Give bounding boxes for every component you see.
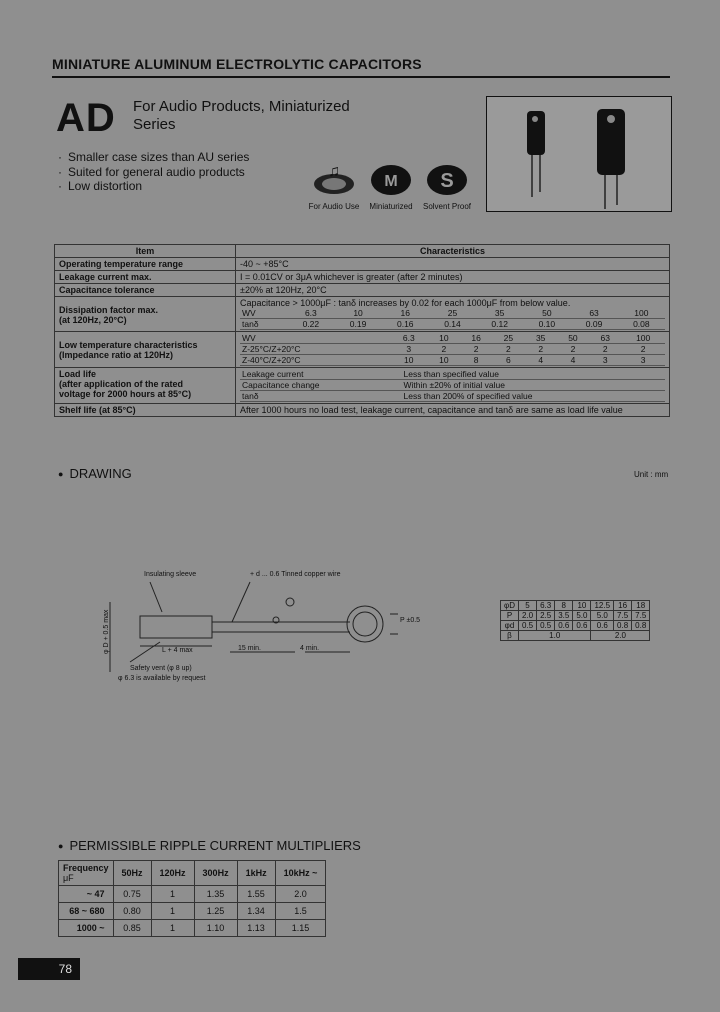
sub-cell: 2 xyxy=(492,344,524,355)
sub-cell: 0.14 xyxy=(429,319,476,330)
ripple-cell: 1.25 xyxy=(194,903,237,920)
ripple-cell: 1.13 xyxy=(237,920,275,937)
sub-cell: 100 xyxy=(621,333,665,344)
sub-cell: 0.19 xyxy=(334,319,381,330)
ripple-title: ● PERMISSIBLE RIPPLE CURRENT MULTIPLIERS xyxy=(58,838,361,853)
dims-cell: 0.5 xyxy=(518,621,536,631)
spec-value: I = 0.01CV or 3μA whichever is greater (after 2 minutes) xyxy=(236,271,670,284)
sub-cell: 16 xyxy=(460,333,492,344)
sub-label: Capacitance change xyxy=(240,380,401,391)
sub-cell: 2 xyxy=(621,344,665,355)
dims-cell: 2.0 xyxy=(518,611,536,621)
ripple-cell: 1 xyxy=(151,886,194,903)
sub-cell: 3 xyxy=(390,344,428,355)
sub-cell: Less than 200% of specified value xyxy=(401,391,665,402)
series-code: AD xyxy=(56,96,116,140)
sub-cell: 2 xyxy=(557,344,589,355)
sub-cell: 35 xyxy=(476,308,523,319)
ripple-cell: 1.15 xyxy=(275,920,326,937)
ripple-cell: 1.34 xyxy=(237,903,275,920)
min4-label: 4 min. xyxy=(300,645,320,652)
dims-cell: 0.6 xyxy=(591,621,614,631)
sub-cell: 2 xyxy=(525,344,557,355)
spec-item-line: (Impedance ratio at 120Hz) xyxy=(59,350,174,360)
miniaturized-badge xyxy=(360,160,422,211)
dims-cell: 12.5 xyxy=(591,601,614,611)
spec-value: ±20% at 120Hz, 20°C xyxy=(236,284,670,297)
icon-label: For Audio Use xyxy=(308,202,360,211)
sub-cell: 25 xyxy=(429,308,476,319)
sub-cell: 16 xyxy=(382,308,429,319)
sub-cell: 35 xyxy=(525,333,557,344)
icon-label: Miniaturized xyxy=(369,202,413,211)
spec-value: -40 ~ +85°C xyxy=(236,258,670,271)
sub-cell: 0.10 xyxy=(523,319,570,330)
capacitor-image xyxy=(487,97,671,211)
ripple-cell: 1 xyxy=(151,903,194,920)
table-row xyxy=(59,886,326,903)
ripple-cell: 0.80 xyxy=(113,903,151,920)
audio-use-badge xyxy=(303,160,365,211)
dims-label: φD xyxy=(501,601,519,611)
loadlife-cell xyxy=(236,368,670,404)
sub-cell: 3 xyxy=(621,355,665,366)
dims-cell: 0.8 xyxy=(614,621,632,631)
dissipation-note: Capacitance > 1000μF : tanδ increases by 0.02 for each 1000μF from below value. xyxy=(240,298,571,308)
sub-cell: 0.22 xyxy=(287,319,334,330)
spec-item-line: (at 120Hz, 20°C) xyxy=(59,315,127,325)
table-row xyxy=(59,920,326,937)
dims-cell: 18 xyxy=(632,601,650,611)
ripple-cell: 0.75 xyxy=(113,886,151,903)
ripple-row-label: ~ 47 xyxy=(59,886,114,903)
ripple-cell: 2.0 xyxy=(275,886,326,903)
ripple-col-head: 300Hz xyxy=(194,861,237,886)
spec-item-line: voltage for 2000 hours at 85°C) xyxy=(59,389,192,399)
ripple-corner xyxy=(59,861,114,886)
dims-cell: 16 xyxy=(614,601,632,611)
lowtemp-subtable xyxy=(240,333,665,366)
corner-top: Frequency xyxy=(63,863,109,873)
dims-cell: 10 xyxy=(573,601,591,611)
spec-item-line: Dissipation factor max. xyxy=(59,305,159,315)
sub-cell: 10 xyxy=(428,355,460,366)
sub-cell: 100 xyxy=(618,308,665,319)
spec-item xyxy=(55,368,236,404)
sub-label: tanδ xyxy=(240,391,401,402)
min15-label: 15 min. xyxy=(238,645,261,652)
sub-label: tanδ xyxy=(240,319,287,330)
safety-label-2: φ 6.3 is available by request xyxy=(118,675,206,682)
ripple-col-head: 120Hz xyxy=(151,861,194,886)
sub-cell: 6.3 xyxy=(390,333,428,344)
spec-item xyxy=(55,297,236,332)
spec-item: Operating temperature range xyxy=(55,258,236,271)
dimension-table xyxy=(500,600,650,641)
feature-item: · Low distortion xyxy=(58,179,249,194)
sub-label: WV xyxy=(240,308,287,319)
dims-cell: 7.5 xyxy=(614,611,632,621)
sub-cell: 50 xyxy=(557,333,589,344)
solvent-proof-badge xyxy=(416,160,478,211)
dia-label: φ D + 0.5 max xyxy=(103,609,110,654)
dims-cell: 8 xyxy=(555,601,573,611)
ripple-row-label: 1000 ~ xyxy=(59,920,114,937)
audio-use-icon xyxy=(312,160,356,196)
sub-cell: 2 xyxy=(428,344,460,355)
spec-item: Capacitance tolerance xyxy=(55,284,236,297)
series-name-line1: For Audio Products, Miniaturized xyxy=(133,98,350,115)
sub-cell: 25 xyxy=(492,333,524,344)
table-row xyxy=(59,903,326,920)
sub-label: Leakage current xyxy=(240,369,401,380)
spec-head-item: Item xyxy=(55,245,236,258)
feature-list xyxy=(58,150,249,194)
pitch-label: P ±0.5 xyxy=(400,617,420,624)
icon-label: Solvent Proof xyxy=(422,202,472,211)
sub-cell: 10 xyxy=(390,355,428,366)
spec-table xyxy=(54,244,670,417)
page-number: 78 xyxy=(18,958,80,980)
feature-item: · Suited for general audio products xyxy=(58,165,249,180)
sub-cell: 4 xyxy=(525,355,557,366)
dims-label: P xyxy=(501,611,519,621)
ripple-col-head: 10kHz ~ xyxy=(275,861,326,886)
ripple-col-head: 1kHz xyxy=(237,861,275,886)
audio-glyph: ♫ xyxy=(328,163,340,180)
loadlife-subtable xyxy=(240,369,665,402)
sub-cell: 3 xyxy=(589,355,621,366)
spec-item-line: Load life xyxy=(59,369,97,379)
miniaturized-glyph: M xyxy=(384,173,398,190)
ripple-cell: 1.5 xyxy=(275,903,326,920)
spec-value: After 1000 hours no load test, leakage current, capacitance and tanδ are same as load life value xyxy=(236,404,670,417)
spec-item: Leakage current max. xyxy=(55,271,236,284)
lowtemp-cell xyxy=(236,332,670,368)
sub-cell: 63 xyxy=(570,308,617,319)
drawing-diagram xyxy=(100,562,420,692)
dissipation-cell xyxy=(236,297,670,332)
sub-cell: 10 xyxy=(428,333,460,344)
series-name xyxy=(133,98,413,134)
page-header-title: MINIATURE ALUMINUM ELECTROLYTIC CAPACITORS xyxy=(52,56,422,72)
spec-head-char: Characteristics xyxy=(236,245,670,258)
solvent-proof-icon xyxy=(425,160,469,196)
dims-cell: 5.0 xyxy=(591,611,614,621)
drawing-title: ● DRAWING xyxy=(58,466,132,481)
sub-cell: 8 xyxy=(460,355,492,366)
sub-cell: 63 xyxy=(589,333,621,344)
sub-cell: 0.09 xyxy=(570,319,617,330)
series-name-line2: Series xyxy=(133,116,176,133)
safety-label-1: Safety vent (φ 8 up) xyxy=(130,665,192,672)
dims-label: φd xyxy=(501,621,519,631)
dims-cell: 0.8 xyxy=(632,621,650,631)
sub-cell: 0.12 xyxy=(476,319,523,330)
feature-item: · Smaller case sizes than AU series xyxy=(58,150,249,165)
ripple-cell: 1.35 xyxy=(194,886,237,903)
spec-item: Shelf life (at 85°C) xyxy=(55,404,236,417)
dims-cell: 2.0 xyxy=(591,631,650,641)
dims-cell: 5 xyxy=(518,601,536,611)
sub-cell: Less than specified value xyxy=(401,369,665,380)
dims-cell: 0.6 xyxy=(555,621,573,631)
product-photo xyxy=(486,96,672,212)
sub-cell: 6.3 xyxy=(287,308,334,319)
dims-cell: 7.5 xyxy=(632,611,650,621)
header-rule xyxy=(52,76,670,78)
sleeve-label: Insulating sleeve xyxy=(144,571,197,578)
sub-label: Z-40°C/Z+20°C xyxy=(240,355,390,366)
dims-label: β xyxy=(501,631,519,641)
dims-cell: 0.5 xyxy=(537,621,555,631)
sub-cell: Within ±20% of initial value xyxy=(401,380,665,391)
dims-cell: 0.6 xyxy=(573,621,591,631)
length-label: L + 4 max xyxy=(162,647,193,654)
corner-bottom: μF xyxy=(63,873,74,883)
sub-cell: 0.08 xyxy=(618,319,665,330)
sub-cell: 0.16 xyxy=(382,319,429,330)
ripple-row-label: 68 ~ 680 xyxy=(59,903,114,920)
sub-label: Z-25°C/Z+20°C xyxy=(240,344,390,355)
ripple-cell: 1 xyxy=(151,920,194,937)
spec-item-line: (after application of the rated xyxy=(59,379,184,389)
ripple-cell: 1.55 xyxy=(237,886,275,903)
sub-cell: 50 xyxy=(523,308,570,319)
dissipation-subtable xyxy=(240,308,665,330)
dims-cell: 3.5 xyxy=(555,611,573,621)
sub-cell: 10 xyxy=(334,308,381,319)
spec-item-line: Low temperature characteristics xyxy=(59,340,198,350)
dims-cell: 6.3 xyxy=(537,601,555,611)
ripple-table xyxy=(58,860,326,937)
miniaturized-icon xyxy=(369,160,413,196)
sub-cell: 4 xyxy=(557,355,589,366)
wire-label: + d ... 0.6 Tinned copper wire xyxy=(250,571,341,578)
sub-cell: 2 xyxy=(460,344,492,355)
ripple-cell: 0.85 xyxy=(113,920,151,937)
sub-cell: 6 xyxy=(492,355,524,366)
sub-label: WV xyxy=(240,333,390,344)
solvent-glyph: S xyxy=(440,170,454,192)
ripple-col-head: 50Hz xyxy=(113,861,151,886)
dims-cell: 2.5 xyxy=(537,611,555,621)
spec-item xyxy=(55,332,236,368)
ripple-cell: 1.10 xyxy=(194,920,237,937)
dims-cell: 1.0 xyxy=(518,631,591,641)
dims-cell: 5.0 xyxy=(573,611,591,621)
unit-label: Unit : mm xyxy=(634,470,669,479)
sub-cell: 2 xyxy=(589,344,621,355)
